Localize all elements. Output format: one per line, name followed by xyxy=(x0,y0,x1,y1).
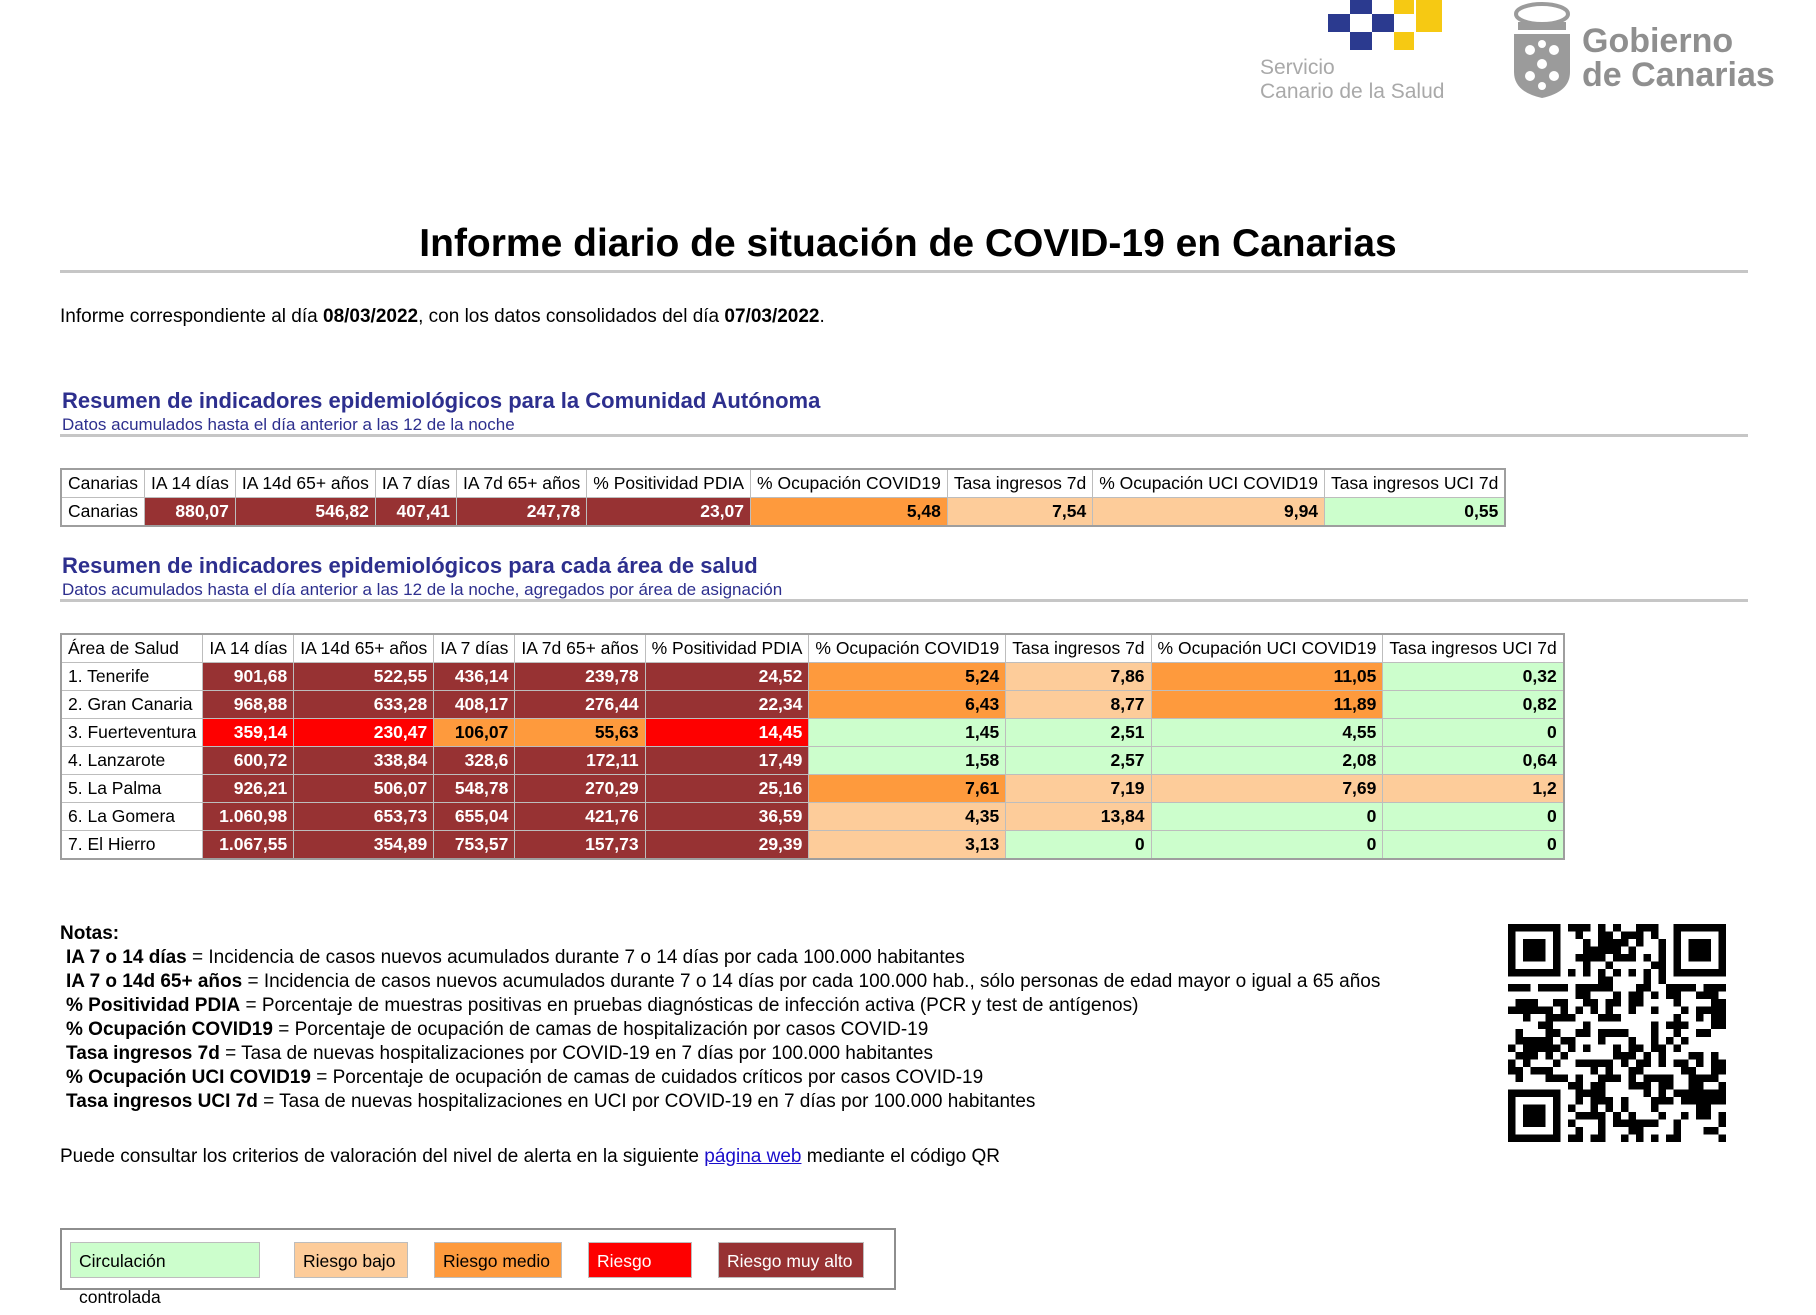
note-definition: = Porcentaje de muestras positivas en pruebas diagnósticas de infección activa (PCR y test de antígenos) xyxy=(240,995,1139,1016)
indicator-cell: 2,08 xyxy=(1151,747,1383,775)
column-header: % Ocupación UCI COVID19 xyxy=(1093,469,1325,498)
scs-logo-mark xyxy=(1230,0,1460,60)
risk-level-legend xyxy=(60,1228,896,1307)
section2-subtitle: Datos acumulados hasta el día anterior a las 12 de la noche, agregados por área de asignación xyxy=(62,580,783,599)
indicator-cell: 6,43 xyxy=(809,691,1006,719)
indicator-cell: 8,77 xyxy=(1006,691,1151,719)
note-item xyxy=(60,994,1380,1018)
indicator-cell: 5,24 xyxy=(809,663,1006,691)
indicator-cell: 55,63 xyxy=(515,719,645,747)
note-term: % Ocupación COVID19 xyxy=(66,1019,273,1040)
legend-item-green: Circulación controlada xyxy=(70,1242,260,1278)
row-label: 5. La Palma xyxy=(61,775,203,803)
column-header: IA 14d 65+ años xyxy=(235,469,375,498)
note-item xyxy=(60,1042,1380,1066)
note-item xyxy=(60,970,1380,994)
indicator-cell: 0 xyxy=(1383,831,1564,860)
note-definition: = Porcentaje de ocupación de camas de cuidados críticos por casos COVID-19 xyxy=(310,1067,984,1088)
indicator-cell: 17,49 xyxy=(645,747,809,775)
indicator-cell: 25,16 xyxy=(645,775,809,803)
indicator-cell: 633,28 xyxy=(294,691,434,719)
health-area-indicators-table xyxy=(60,633,1565,860)
indicator-cell: 0,82 xyxy=(1383,691,1564,719)
gobierno-logo-text: Gobierno de Canarias xyxy=(1582,22,1775,94)
indicator-cell: 36,59 xyxy=(645,803,809,831)
column-header: Área de Salud xyxy=(61,634,203,663)
indicator-cell: 276,44 xyxy=(515,691,645,719)
report-date-line: Informe correspondiente al día 08/03/2022, con los datos consolidados del día 07/03/2022. xyxy=(60,306,825,327)
column-header: % Ocupación COVID19 xyxy=(751,469,948,498)
indicator-cell: 29,39 xyxy=(645,831,809,860)
column-header: IA 14 días xyxy=(203,634,294,663)
indicator-cell: 4,55 xyxy=(1151,719,1383,747)
indicator-cell: 1,58 xyxy=(809,747,1006,775)
column-header: % Ocupación COVID19 xyxy=(809,634,1006,663)
indicator-cell: 157,73 xyxy=(515,831,645,860)
indicator-cell: 753,57 xyxy=(434,831,515,860)
criteria-web-link[interactable]: página web xyxy=(704,1146,802,1167)
indicator-cell: 1,2 xyxy=(1383,775,1564,803)
row-label: 2. Gran Canaria xyxy=(61,691,203,719)
indicator-cell: 9,94 xyxy=(1093,498,1325,527)
indicator-cell: 11,89 xyxy=(1151,691,1383,719)
title-divider xyxy=(60,270,1748,273)
indicator-cell: 1.060,98 xyxy=(203,803,294,831)
indicator-cell: 522,55 xyxy=(294,663,434,691)
indicator-cell: 247,78 xyxy=(457,498,587,527)
coat-of-arms-icon xyxy=(1508,0,1578,100)
scs-logo-text: Servicio Canario de la Salud xyxy=(1260,56,1445,103)
table-row xyxy=(61,498,1505,527)
indicator-cell: 7,69 xyxy=(1151,775,1383,803)
column-header: % Ocupación UCI COVID19 xyxy=(1151,634,1383,663)
row-label: Canarias xyxy=(61,498,145,527)
indicator-cell: 7,19 xyxy=(1006,775,1151,803)
indicator-cell: 2,51 xyxy=(1006,719,1151,747)
table-row xyxy=(61,719,1564,747)
note-item xyxy=(60,1018,1380,1042)
table-row xyxy=(61,663,1564,691)
table-header-row xyxy=(61,469,1505,498)
indicator-cell: 22,34 xyxy=(645,691,809,719)
column-header: % Positividad PDIA xyxy=(587,469,751,498)
notes-title: Notas: xyxy=(60,923,120,944)
column-header: Tasa ingresos 7d xyxy=(947,469,1092,498)
column-header: IA 7d 65+ años xyxy=(515,634,645,663)
indicator-cell: 0 xyxy=(1383,803,1564,831)
indicator-cell: 5,48 xyxy=(751,498,948,527)
indicator-cell: 1,45 xyxy=(809,719,1006,747)
page-title: Informe diario de situación de COVID-19 en Canarias xyxy=(419,222,1397,265)
note-term: % Ocupación UCI COVID19 xyxy=(66,1067,311,1088)
indicator-cell: 0 xyxy=(1151,803,1383,831)
indicator-cell: 436,14 xyxy=(434,663,515,691)
indicator-cell: 0,55 xyxy=(1325,498,1506,527)
note-definition: = Porcentaje de ocupación de camas de hospitalización por casos COVID-19 xyxy=(272,1019,929,1040)
section2-divider xyxy=(60,599,1748,602)
note-definition: = Tasa de nuevas hospitalizaciones en UCI por COVID-19 en 7 días por 100.000 habitantes xyxy=(257,1091,1036,1112)
indicator-cell: 24,52 xyxy=(645,663,809,691)
gobierno-canarias-logo xyxy=(1508,0,1778,110)
table-row xyxy=(61,831,1564,860)
community-indicators-table xyxy=(60,468,1506,527)
indicator-cell: 421,76 xyxy=(515,803,645,831)
indicator-cell: 270,29 xyxy=(515,775,645,803)
legend-item-red: Riesgo alto xyxy=(588,1242,692,1278)
indicator-cell: 407,41 xyxy=(375,498,456,527)
legend-item-dark: Riesgo muy alto xyxy=(718,1242,864,1278)
qr-code[interactable] xyxy=(1508,924,1726,1142)
section1-divider xyxy=(60,434,1748,437)
indicator-cell: 106,07 xyxy=(434,719,515,747)
column-header: IA 14d 65+ años xyxy=(294,634,434,663)
indicator-cell: 506,07 xyxy=(294,775,434,803)
section1-subtitle: Datos acumulados hasta el día anterior a las 12 de la noche xyxy=(62,415,515,434)
indicator-cell: 0,64 xyxy=(1383,747,1564,775)
indicator-cell: 354,89 xyxy=(294,831,434,860)
note-definition: = Tasa de nuevas hospitalizaciones por COVID-19 en 7 días por 100.000 habitantes xyxy=(219,1043,933,1064)
row-label: 7. El Hierro xyxy=(61,831,203,860)
note-definition: = Incidencia de casos nuevos acumulados durante 7 o 14 días por cada 100.000 habitantes xyxy=(186,947,965,968)
note-item xyxy=(60,1090,1380,1114)
column-header: % Positividad PDIA xyxy=(645,634,809,663)
indicator-cell: 0,32 xyxy=(1383,663,1564,691)
indicator-cell: 880,07 xyxy=(145,498,236,527)
indicator-cell: 11,05 xyxy=(1151,663,1383,691)
column-header: IA 7 días xyxy=(434,634,515,663)
indicator-cell: 0 xyxy=(1151,831,1383,860)
row-label: 1. Tenerife xyxy=(61,663,203,691)
scs-logo xyxy=(1230,0,1460,110)
indicator-cell: 600,72 xyxy=(203,747,294,775)
indicator-cell: 7,61 xyxy=(809,775,1006,803)
indicator-cell: 408,17 xyxy=(434,691,515,719)
row-label: 4. Lanzarote xyxy=(61,747,203,775)
table-header-row xyxy=(61,634,1564,663)
column-header: IA 14 días xyxy=(145,469,236,498)
note-item xyxy=(60,946,1380,970)
indicator-cell: 13,84 xyxy=(1006,803,1151,831)
notes-list xyxy=(60,946,1380,1114)
note-term: IA 7 o 14 días xyxy=(66,947,187,968)
section2-title: Resumen de indicadores epidemiológicos para cada área de salud xyxy=(62,553,758,578)
indicator-cell: 3,13 xyxy=(809,831,1006,860)
table-row xyxy=(61,775,1564,803)
column-header: Tasa ingresos UCI 7d xyxy=(1325,469,1506,498)
row-label: 6. La Gomera xyxy=(61,803,203,831)
indicator-cell: 926,21 xyxy=(203,775,294,803)
indicator-cell: 655,04 xyxy=(434,803,515,831)
indicator-cell: 14,45 xyxy=(645,719,809,747)
indicator-cell: 172,11 xyxy=(515,747,645,775)
notes xyxy=(60,922,1380,1114)
note-term: Tasa ingresos 7d xyxy=(66,1043,220,1064)
column-header: IA 7 días xyxy=(375,469,456,498)
indicator-cell: 546,82 xyxy=(235,498,375,527)
column-header: Tasa ingresos 7d xyxy=(1006,634,1151,663)
note-item xyxy=(60,1066,1380,1090)
indicator-cell: 359,14 xyxy=(203,719,294,747)
table-row xyxy=(61,803,1564,831)
indicator-cell: 4,35 xyxy=(809,803,1006,831)
indicator-cell: 0 xyxy=(1383,719,1564,747)
indicator-cell: 901,68 xyxy=(203,663,294,691)
indicator-cell: 0 xyxy=(1006,831,1151,860)
indicator-cell: 338,84 xyxy=(294,747,434,775)
legend-item-light: Riesgo bajo xyxy=(294,1242,408,1278)
column-header: IA 7d 65+ años xyxy=(457,469,587,498)
note-term: % Positividad PDIA xyxy=(66,995,241,1016)
indicator-cell: 1.067,55 xyxy=(203,831,294,860)
table-row xyxy=(61,747,1564,775)
consult-line: Puede consultar los criterios de valoración del nivel de alerta en la siguiente página web mediante el código QR xyxy=(60,1146,1001,1167)
note-term: Tasa ingresos UCI 7d xyxy=(66,1091,258,1112)
indicator-cell: 7,86 xyxy=(1006,663,1151,691)
section1-title: Resumen de indicadores epidemiológicos para la Comunidad Autónoma xyxy=(62,388,821,413)
indicator-cell: 7,54 xyxy=(947,498,1092,527)
indicator-cell: 23,07 xyxy=(587,498,751,527)
indicator-cell: 548,78 xyxy=(434,775,515,803)
indicator-cell: 230,47 xyxy=(294,719,434,747)
row-label: 3. Fuerteventura xyxy=(61,719,203,747)
column-header: Tasa ingresos UCI 7d xyxy=(1383,634,1564,663)
column-header: Canarias xyxy=(61,469,145,498)
indicator-cell: 2,57 xyxy=(1006,747,1151,775)
indicator-cell: 328,6 xyxy=(434,747,515,775)
indicator-cell: 653,73 xyxy=(294,803,434,831)
indicator-cell: 968,88 xyxy=(203,691,294,719)
note-term: IA 7 o 14d 65+ años xyxy=(66,971,243,992)
legend-item-orange: Riesgo medio xyxy=(434,1242,562,1278)
note-definition: = Incidencia de casos nuevos acumulados durante 7 o 14 días por cada 100.000 hab., sólo personas de edad mayor o igual a 65 años xyxy=(242,971,1381,992)
indicator-cell: 239,78 xyxy=(515,663,645,691)
table-row xyxy=(61,691,1564,719)
